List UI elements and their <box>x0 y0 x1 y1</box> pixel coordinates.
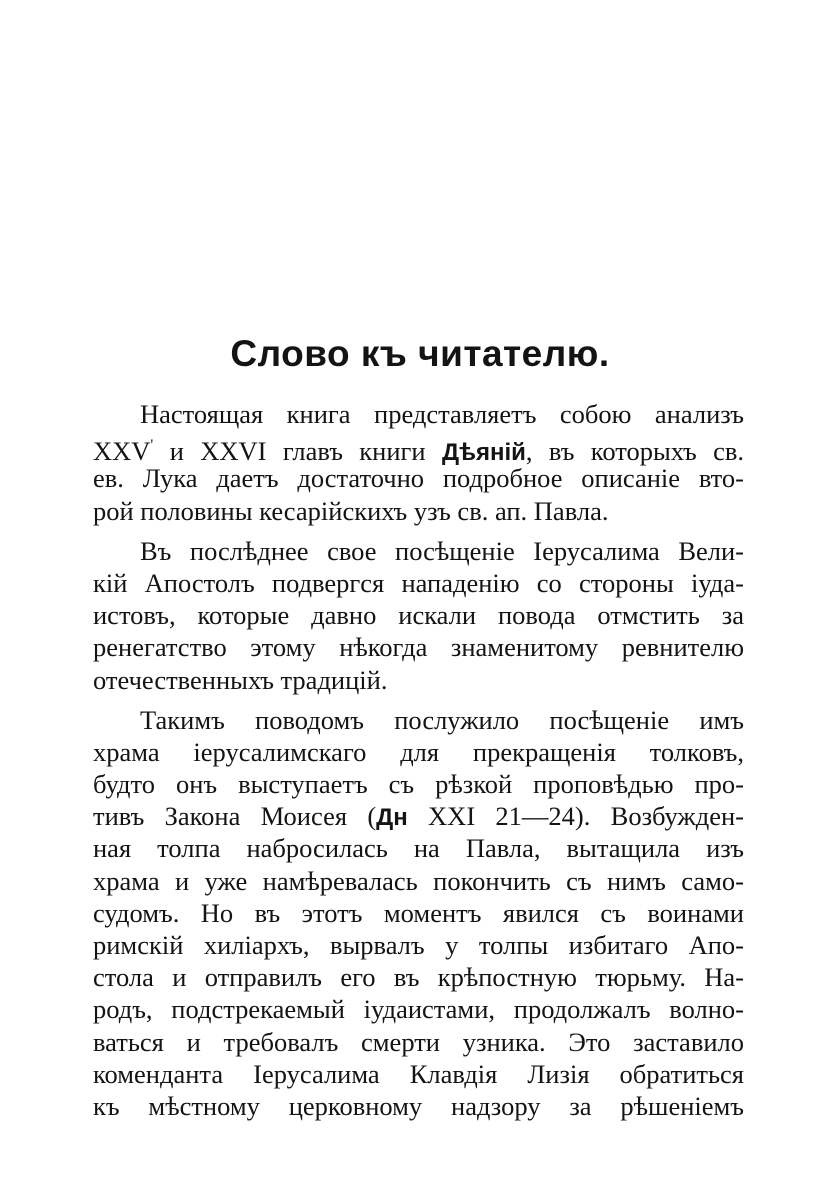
text-line: ренегатство этому нѣкогда знаменитому ревнителю <box>93 632 744 663</box>
text-span: и XXVI главъ книги <box>153 436 442 467</box>
text-line: рой половины кесарійскихъ узъ св. ап. Павла. <box>93 495 609 526</box>
superscript-mark: ' <box>150 437 154 455</box>
text-line: Въ послѣднее свое посѣщеніе Іерусалима Вели- <box>140 535 744 566</box>
text-line: ная толпа набросилась на Павла, вытащила изъ <box>93 833 744 864</box>
text-span: , въ которыхъ св. <box>525 436 744 467</box>
text-line: Настоящая книга представляетъ собою анализъ <box>140 399 744 429</box>
text-line: судомъ. Но въ этотъ моментъ явился съ воинами <box>93 897 744 928</box>
text-line: стола и отправилъ его въ крѣпостную тюрьму. На- <box>93 962 744 993</box>
book-reference-bold: Дн <box>376 804 408 832</box>
text-line: будто онъ выступаетъ съ рѣзкой проповѣдью про- <box>93 769 744 800</box>
text-span: XXV <box>93 436 151 467</box>
text-line <box>93 800 744 832</box>
text-line: храма іерусалимскаго для прекращенія толковъ, <box>93 736 744 767</box>
book-reference-bold: Дѣяній <box>441 439 526 467</box>
text-line: отечественныхъ традицій. <box>93 664 388 695</box>
text-line <box>93 430 744 467</box>
text-line: родъ, подстрекаемый іудаистами, продолжалъ волно- <box>93 994 744 1025</box>
text-span: тивъ Закона Моисея ( <box>93 801 377 832</box>
text-line: къ мѣстному церковному надзору за рѣшеніемъ <box>93 1090 744 1121</box>
text-line: ваться и требовалъ смерти узника. Это заставило <box>93 1026 744 1057</box>
text-line: ев. Лука даетъ достаточно подробное описаніе вто- <box>93 463 744 494</box>
page-title: Слово къ читателю. <box>230 333 610 374</box>
text-line: кій Апостолъ подвергся нападенію со стороны іуда- <box>93 567 744 598</box>
text-span: XXI 21—24). Возбужден- <box>407 801 744 832</box>
text-line: истовъ, которые давно искали повода отмстить за <box>93 600 744 631</box>
text-line: Такимъ поводомъ послужило посѣщеніе имъ <box>140 704 744 735</box>
body-text <box>93 398 744 1122</box>
text-line: римскій хиліархъ, вырвалъ у толпы избитаго Апо- <box>93 930 744 960</box>
text-line: храма и уже намѣревалась покончить съ нимъ само- <box>93 865 744 896</box>
text-line: коменданта Іерусалима Клавдія Лизія обратиться <box>93 1058 744 1089</box>
